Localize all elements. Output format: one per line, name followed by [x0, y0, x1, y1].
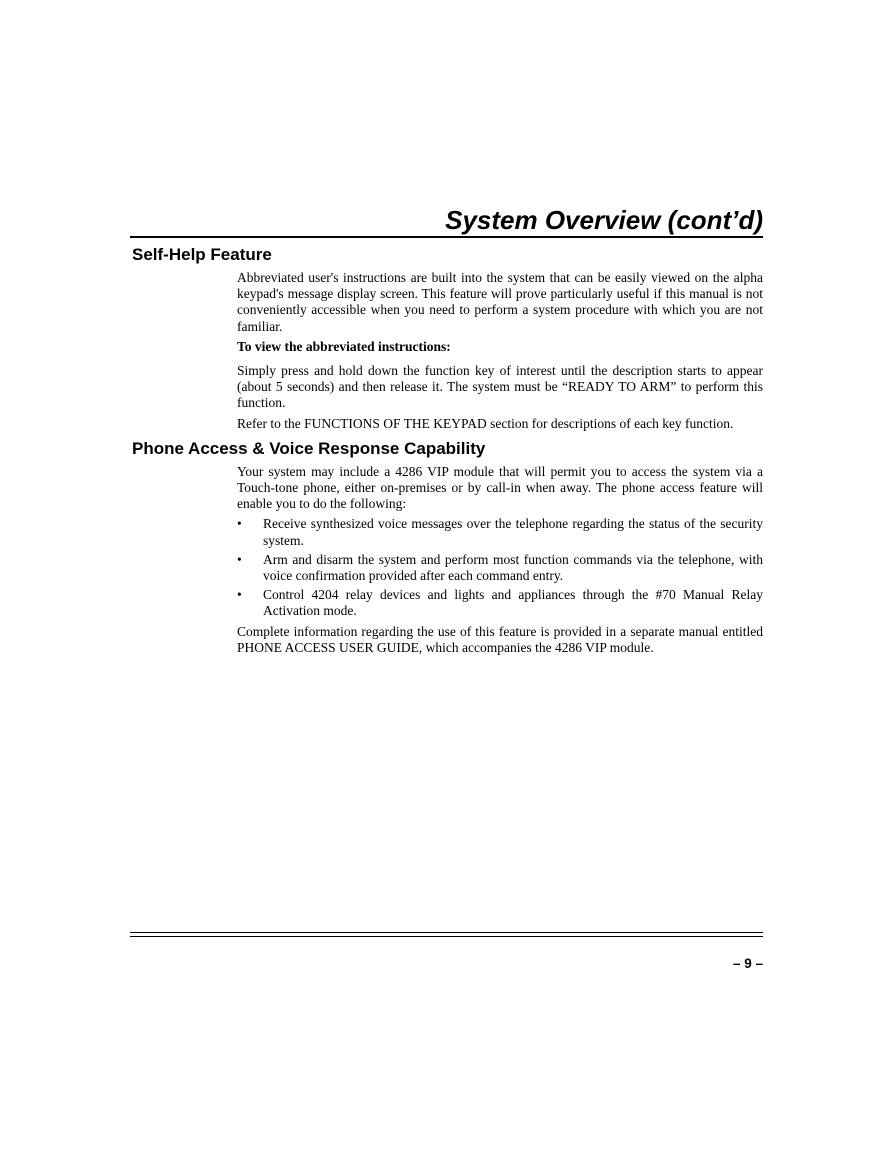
paragraph: Your system may include a 4286 VIP module that will permit you to access the system via a Touch-tone phone, either on-premises or by call-in when away. The phone access feature will enable you to do the following: — [237, 463, 763, 512]
section-body — [237, 464, 763, 656]
page-number: – 9 – — [732, 956, 763, 971]
bullet-icon: • — [237, 551, 242, 567]
section-heading: Self-Help Feature — [132, 245, 272, 264]
bullet-icon: • — [237, 516, 242, 532]
paragraph: Abbreviated user's instructions are built into the system that can be easily viewed on the alpha keypad's message display screen. This feature will prove particularly useful if this manual is not conveniently accessible when you need to perform a system procedure with which you are not familiar. — [237, 270, 763, 334]
list-item-text: Arm and disarm the system and perform most function commands via the telephone, with voice confirmation provided after each command entry. — [263, 551, 763, 584]
page-content — [130, 244, 763, 660]
section-heading: Phone Access & Voice Response Capability — [132, 438, 486, 458]
section-self-help — [130, 244, 763, 432]
bullet-list — [237, 516, 763, 619]
footer-divider — [130, 932, 763, 937]
paragraph: Complete information regarding the use of this feature is provided in a separate manual entitled PHONE ACCESS USER GUIDE, which accompanies the 4286 VIP module. — [237, 623, 763, 655]
list-item-text: Receive synthesized voice messages over the telephone regarding the status of the security system. — [263, 516, 763, 548]
subheading: To view the abbreviated instructions: — [237, 338, 451, 354]
list-item — [237, 516, 763, 548]
list-item — [237, 552, 763, 584]
paragraph: Simply press and hold down the function key of interest until the description starts to appear (about 5 seconds) and then release it. The system must be “READY TO ARM” to perform this function. — [237, 363, 763, 411]
list-item — [237, 587, 763, 619]
page-title: System Overview (cont’d) — [445, 205, 763, 235]
section-phone-access — [130, 438, 763, 656]
bullet-icon: • — [237, 587, 242, 603]
page-header — [130, 198, 763, 238]
section-body — [237, 270, 763, 432]
paragraph: Refer to the FUNCTIONS OF THE KEYPAD section for descriptions of each key function. — [237, 415, 734, 431]
list-item-text: Control 4204 relay devices and lights and appliances through the #70 Manual Relay Activation mode. — [263, 587, 763, 619]
